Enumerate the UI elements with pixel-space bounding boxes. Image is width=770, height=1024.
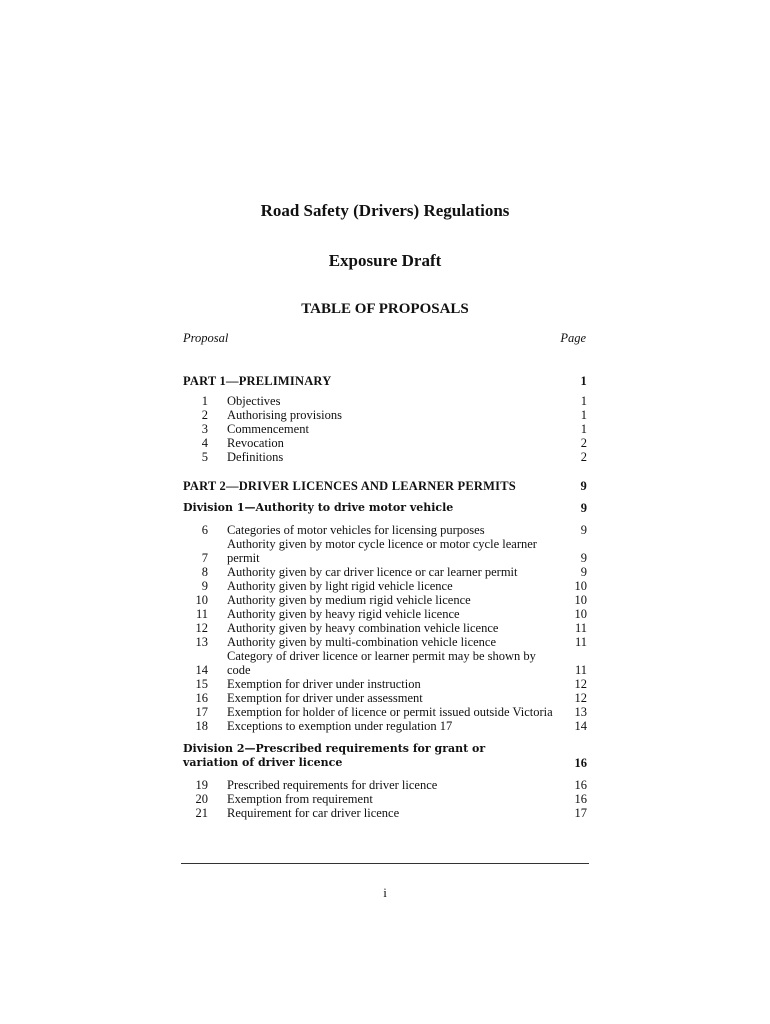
document-subtitle: Exposure Draft: [328, 251, 442, 270]
entry-title: Exemption for holder of licence or permit issued outside Victoria: [227, 705, 553, 719]
entry-page: 12: [574, 677, 587, 691]
toc-entry: [183, 523, 587, 537]
entry-page: 12: [574, 691, 587, 705]
column-header-page: Page: [560, 331, 586, 345]
entry-page: 16: [574, 778, 587, 792]
footer-divider: [181, 863, 589, 864]
entry-page: 10: [574, 593, 587, 607]
entry-number: 3: [201, 422, 208, 436]
part-page: 9: [580, 479, 587, 493]
entry-title: Exceptions to exemption under regulation 17: [227, 719, 453, 733]
entry-page: 2: [580, 450, 587, 464]
entry-title: Authority given by multi-combination vehicle licence: [227, 635, 497, 649]
toc-entry: [183, 394, 587, 408]
toc-entry: [183, 422, 587, 436]
entry-title: Authority given by light rigid vehicle licence: [227, 579, 453, 593]
entry-number: 9: [201, 579, 208, 593]
entry-title: Exemption from requirement: [227, 792, 373, 806]
entry-page: 17: [574, 806, 587, 820]
entry-page: 9: [580, 551, 587, 565]
entry-number: 16: [195, 691, 208, 705]
entry-number: 19: [195, 778, 208, 792]
entry-number: 20: [195, 792, 208, 806]
entry-title: Revocation: [227, 436, 284, 450]
entry-page: 2: [580, 436, 587, 450]
entry-number: 12: [195, 621, 208, 635]
division-heading: [183, 501, 587, 515]
entry-page: 13: [574, 705, 587, 719]
entry-title: Prescribed requirements for driver licence: [227, 778, 438, 792]
toc-entry: [183, 450, 587, 464]
entry-page: 9: [580, 565, 587, 579]
toc-entry: [183, 537, 587, 565]
division-1-list: [183, 523, 587, 733]
entry-page: 11: [574, 663, 587, 677]
entry-number: 7: [201, 551, 208, 565]
entry-title: Commencement: [227, 422, 309, 436]
page-number: i: [383, 885, 387, 900]
entry-page: 11: [574, 635, 587, 649]
entry-number: 14: [195, 663, 208, 677]
part-heading: [183, 374, 587, 388]
toc-entry: [183, 436, 587, 450]
division-page: 16: [574, 756, 587, 770]
toc-entry: [183, 635, 587, 649]
entry-page: 11: [574, 621, 587, 635]
entry-page: 1: [580, 422, 587, 436]
entry-number: 4: [201, 436, 208, 450]
toc-entry: [183, 792, 587, 806]
division-2-list: [183, 778, 587, 820]
entry-title: Authority given by car driver licence or car learner permit: [227, 565, 518, 579]
entry-page: 14: [574, 719, 587, 733]
entry-number: 17: [195, 705, 208, 719]
part-title: PART 2—DRIVER LICENCES AND LEARNER PERMITS: [183, 479, 516, 493]
entry-title: Exemption for driver under instruction: [227, 677, 421, 691]
toc-entry: [183, 621, 587, 635]
entry-title: Exemption for driver under assessment: [227, 691, 423, 705]
toc-entry: [183, 677, 587, 691]
entry-title: Authorising provisions: [227, 408, 342, 422]
entry-page: 10: [574, 607, 587, 621]
entry-page: 1: [580, 394, 587, 408]
table-of-proposals: [183, 374, 587, 820]
entry-title: Authority given by heavy combination vehicle licence: [227, 621, 499, 635]
entry-title: Category of driver licence or learner permit may be shown by code: [227, 649, 536, 677]
toc-entry: [183, 579, 587, 593]
toc-entry: [183, 408, 587, 422]
entry-title: Definitions: [227, 450, 284, 464]
toc-entry: [183, 593, 587, 607]
entry-page: 10: [574, 579, 587, 593]
entry-page: 16: [574, 792, 587, 806]
division-title: Division 2—Prescribed requirements for grant or variation of driver licence: [183, 742, 486, 769]
entry-title: Authority given by heavy rigid vehicle licence: [227, 607, 460, 621]
entry-number: 21: [195, 806, 208, 820]
entry-number: 18: [195, 719, 208, 733]
part-heading: [183, 479, 587, 493]
toc-entry: [183, 565, 587, 579]
toc-entry: [183, 705, 587, 719]
toc-entry: [183, 719, 587, 733]
division-title: Division 1—Authority to drive motor vehicle: [183, 501, 454, 514]
toc-entry: [183, 778, 587, 792]
entry-title: Categories of motor vehicles for licensing purposes: [227, 523, 485, 537]
entry-title: Authority given by medium rigid vehicle licence: [227, 593, 471, 607]
entry-number: 5: [201, 450, 208, 464]
part-title: PART 1—PRELIMINARY: [183, 374, 332, 388]
division-page: 9: [580, 501, 587, 515]
toc-entry: [183, 607, 587, 621]
toc-entry: [183, 806, 587, 820]
entry-number: 8: [201, 565, 208, 579]
entry-number: 2: [201, 408, 208, 422]
entry-number: 6: [201, 523, 208, 537]
entry-title: Authority given by motor cycle licence or motor cycle learner permit: [227, 537, 537, 565]
part-1-list: [183, 394, 587, 464]
document-title: Road Safety (Drivers) Regulations: [260, 201, 510, 220]
entry-number: 11: [195, 607, 208, 621]
column-header-proposal: Proposal: [183, 331, 229, 345]
division-heading: [183, 742, 587, 770]
entry-title: Objectives: [227, 394, 281, 408]
entry-title: Requirement for car driver licence: [227, 806, 400, 820]
entry-number: 10: [195, 593, 208, 607]
toc-entry: [183, 691, 587, 705]
entry-number: 13: [195, 635, 208, 649]
part-page: 1: [580, 374, 587, 388]
entry-page: 1: [580, 408, 587, 422]
toc-heading: TABLE OF PROPOSALS: [301, 301, 469, 317]
entry-number: 1: [201, 394, 208, 408]
entry-page: 9: [580, 523, 587, 537]
entry-number: 15: [195, 677, 208, 691]
toc-entry: [183, 649, 587, 677]
